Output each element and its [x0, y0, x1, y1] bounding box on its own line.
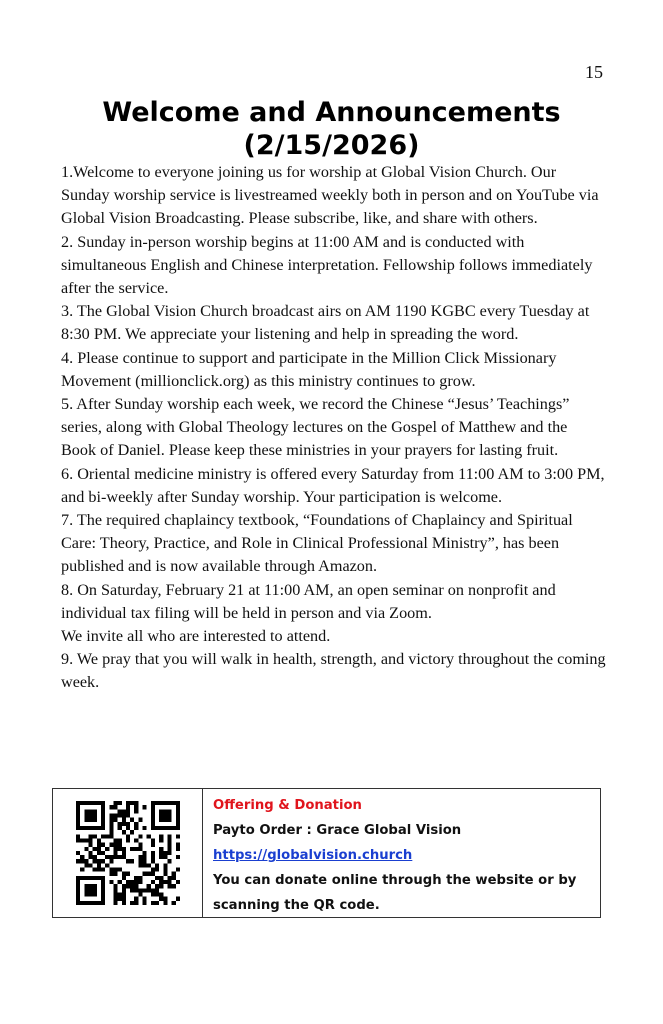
title-line-1: Welcome and Announcements — [102, 97, 561, 128]
announcement-item: 5. After Sunday worship each week, we record the Chinese “Jesus’ Teachings” series, along with Global Theology lectures on the Gospel of Matthew and the Book of Daniel. Please keep these ministries in your prayers for lasting fruit. — [61, 395, 570, 460]
announcement-item: 9. We pray that you will walk in health, strength, and victory throughout the coming week. — [61, 650, 606, 692]
page-number: 15 — [585, 62, 603, 82]
donation-note-line-2: scanning the QR code. — [213, 898, 380, 913]
payto-text: Payto Order : Grace Global Vision — [213, 823, 462, 838]
announcement-item: 3. The Global Vision Church broadcast airs on AM 1190 KGBC every Tuesday at 8:30 PM. We appreciate your listening and help in spreading the word. — [61, 302, 590, 344]
announcement-item: 4. Please continue to support and participate in the Million Click Missionary Movement (millionclick.org) as this ministry continues to grow. — [61, 348, 557, 390]
donation-table — [52, 788, 601, 918]
donation-heading: Offering & Donation — [213, 798, 362, 813]
announcement-item: 6. Oriental medicine ministry is offered every Saturday from 11:00 AM to 3:00 PM, and bi-weekly after Sunday worship. Your participation is welcome. — [61, 464, 605, 506]
announcement-item: 7. The required chaplaincy textbook, “Foundations of Chaplaincy and Spiritual Care: Theory, Practice, and Role in Clinical Professional Ministry”, has been published and is now available through Amazon. — [61, 511, 573, 576]
qr-cell — [53, 789, 203, 917]
qr-code-icon[interactable] — [76, 801, 180, 905]
donation-link[interactable]: https://globalvision.church — [213, 848, 413, 863]
page-title — [0, 96, 663, 162]
donation-note-line-1: You can donate online through the website or by — [213, 873, 577, 888]
announcement-item: 8. On Saturday, February 21 at 11:00 AM, an open seminar on nonprofit and individual tax filing will be held in person and via Zoom. — [61, 580, 556, 622]
donation-info — [203, 789, 600, 917]
announcement-item: 2. Sunday in-person worship begins at 11:00 AM and is conducted with simultaneous English and Chinese interpretation. Fellowship follows immediately after the service. — [61, 232, 593, 298]
title-line-2: (2/15/2026) — [243, 130, 420, 161]
announcement-list — [61, 161, 606, 695]
announcement-item: 1.Welcome to everyone joining us for worship at Global Vision Church. Our Sunday worship service is livestreamed weekly both in person and on YouTube via Global Vision Broadcasting. Please subscribe, like, and share with others. — [61, 163, 599, 228]
announcement-item: We invite all who are interested to attend. — [61, 627, 331, 646]
